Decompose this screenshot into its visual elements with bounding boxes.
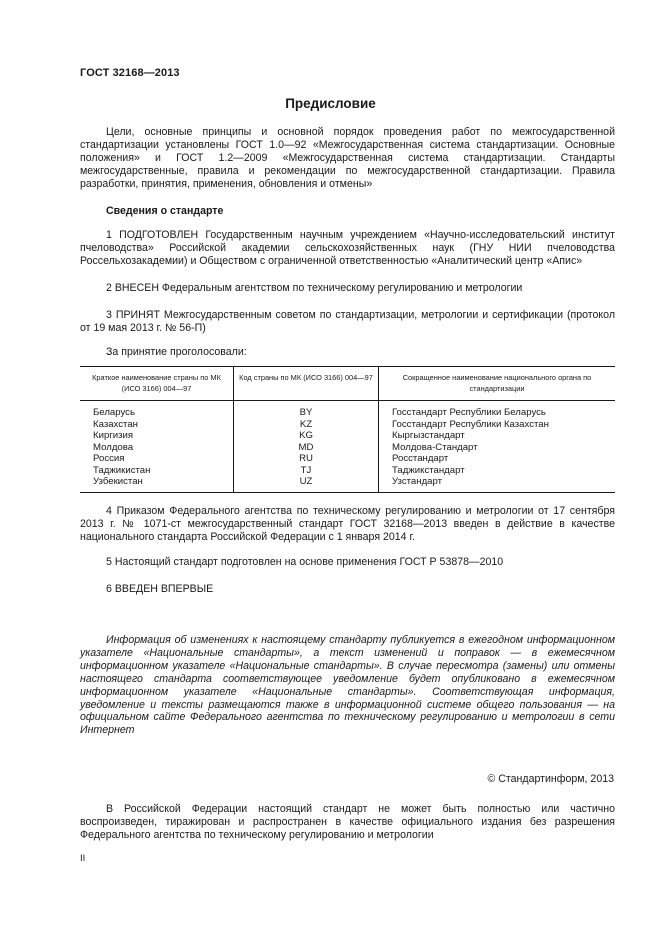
info-note-paragraph: Информация об изменениях к настоящему стандарту публикуется в ежегодном информационном указателе «Национальные стандарты», а текст изменений и поправок — в ежемесячном информационном указателе «Национальные стандарты». В случае пересмотра (замены) или отмены настоящего стандарта соответствующее уведомление будет опубликовано в ежемесячном информационном указателе «Национальные стандарты». Соответствующая информация, уведомление и тексты размещаются также в информационной системе общего пользования — на официальном сайте Федерального агентства по техническому регулированию и метрологии в сети Интернет xyxy=(80,634,615,737)
item-4-paragraph: 4 Приказом Федерального агентства по техническому регулированию и метрологии от 17 сентября 2013 г. № 1071-ст межгосударственный стандарт ГОСТ 32168—2013 введен в действие в качестве национального стандарта Российской Федерации с 1 января 2014 г. xyxy=(80,505,615,543)
col-header-code: Код страны по МК (ИСО 3166) 004—97 xyxy=(234,367,379,401)
cell-country: Россия xyxy=(93,453,125,464)
cell-body: Узстандарт xyxy=(379,476,616,492)
item-3-paragraph: 3 ПРИНЯТ Межгосударственным советом по стандартизации, метрологии и сертификации (протокол от 19 мая 2013 г. № 56-П) xyxy=(80,309,615,334)
cell-country: Беларусь xyxy=(93,407,135,418)
cell-code: KG xyxy=(234,430,379,442)
intro-paragraph: Цели, основные принципы и основной порядок проведения работ по межгосударственной стандартизации установлены ГОСТ 1.0—92 «Межгосударственная система стандартизации. Основные положения» и ГОСТ 1.2—2009 «Межгосударственная система стандартизации. Стандарты межгосударственные, правила и рекомендации по межгосударственной стандартизации. Правила разработки, принятия, применения, обновления и отмены» xyxy=(80,126,615,190)
cell-body: Молдова-Стандарт xyxy=(379,442,616,454)
table-row xyxy=(80,465,615,477)
table-row xyxy=(80,442,615,454)
cell-country: Таджикистан xyxy=(93,464,151,476)
section-title: Сведения о стандарте xyxy=(106,205,224,217)
col-header-body: Сокращенное наименование национального органа по стандартизации xyxy=(379,367,616,401)
table-row xyxy=(80,476,615,492)
cell-country: Молдова xyxy=(93,441,134,453)
table-header-row xyxy=(80,367,615,401)
cell-country: Киргизия xyxy=(93,430,134,441)
cell-body: Госстандарт Республики Казахстан xyxy=(379,419,616,431)
item-6-paragraph: 6 ВВЕДЕН ВПЕРВЫЕ xyxy=(106,583,214,595)
cell-body: Росстандарт xyxy=(379,453,616,465)
table-row xyxy=(80,401,615,419)
col-header-country: Краткое наименование страны по МК (ИСО 3166) 004—97 xyxy=(80,367,234,401)
cell-country: Казахстан xyxy=(93,418,138,430)
table-row xyxy=(80,419,615,431)
table-row xyxy=(80,453,615,465)
cell-code: RU xyxy=(234,453,379,465)
cell-code: TJ xyxy=(234,465,379,477)
cell-body: Кыргызстандарт xyxy=(379,430,616,442)
cell-code: UZ xyxy=(234,476,379,492)
cell-body: Госстандарт Республики Беларусь xyxy=(379,401,616,419)
item-1-paragraph: 1 ПОДГОТОВЛЕН Государственным научным учреждением «Научно-исследовательский институт пчеловодства» Российской академии сельскохозяйственных наук (ГНУ НИИ пчеловодства Россельхозакадемии) и Обществом с ограниченной ответственностью «Аналитический центр «Апис» xyxy=(80,229,615,267)
cell-country: Узбекистан xyxy=(80,476,234,492)
vote-label: За принятие проголосовали: xyxy=(106,346,247,358)
copyright-notice: © Стандартинформ, 2013 xyxy=(487,773,614,785)
doc-header-id: ГОСТ 32168—2013 xyxy=(80,67,180,79)
votes-table xyxy=(80,366,615,493)
cell-code: KZ xyxy=(234,419,379,431)
cell-code: MD xyxy=(234,442,379,454)
item-2-paragraph: 2 ВНЕСЕН Федеральным агентством по техническому регулированию и метрологии xyxy=(106,282,523,294)
cell-body: Таджикстандарт xyxy=(379,465,616,477)
rights-paragraph: В Российской Федерации настоящий стандарт не может быть полностью или частично воспроизведен, тиражирован и распространен в качестве официального издания без разрешения Федерального агентства по техническому регулированию и метрологии xyxy=(80,803,615,841)
item-5-paragraph: 5 Настоящий стандарт подготовлен на основе применения ГОСТ Р 53878—2010 xyxy=(106,556,504,568)
cell-code: BY xyxy=(234,401,379,419)
table-row xyxy=(80,430,615,442)
page-number: II xyxy=(80,853,86,864)
page-title: Предисловие xyxy=(285,96,376,111)
